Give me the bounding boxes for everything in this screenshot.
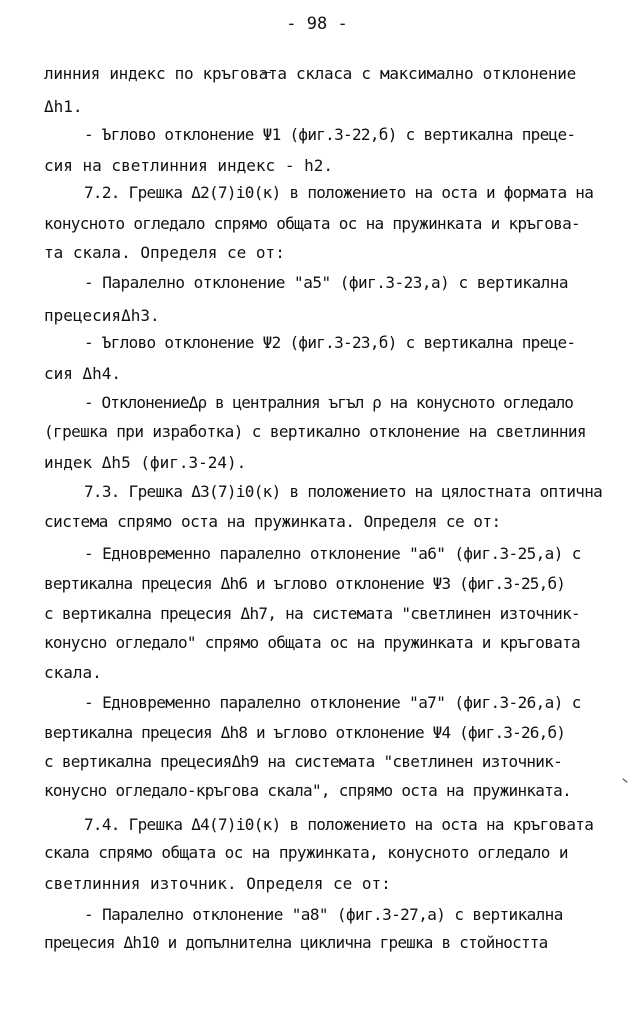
- scan-mark: [622, 778, 627, 783]
- text-line: - Паралелно отклонение "a8" (фиг.3-27,а) с вертикална: [84, 905, 563, 924]
- text-line: конусното огледало спрямо общата ос на пружинката и кръгова-: [44, 214, 580, 233]
- text-line: с вертикална прецесияΔh9 на системата "светлинен източник-: [44, 752, 563, 771]
- text-line: - Ъглово отклонение Ψ2 (фиг.3-23,б) с вертикална прецe-: [84, 333, 576, 352]
- text-line: сия Δh4.: [44, 364, 122, 383]
- text-line: светлинния източник. Определя се от:: [44, 874, 391, 893]
- text-line: прецесияΔh3.: [44, 306, 160, 325]
- text-line: сия на светлинния индекс - h2.: [44, 156, 333, 175]
- text-line: - Паралелно отклонение "a5" (фиг.3-23,а) с вертикална: [84, 273, 569, 292]
- text-line: скала спрямо общата ос на пружинката, конусното огледало и: [44, 843, 568, 862]
- page-number: - 98 -: [286, 14, 348, 34]
- text-line: (грешка при изработка) с вертикално отклонение на светлинния: [44, 422, 586, 441]
- text-line: 7.4. Грешка Δ4(7)i0(к) в положението на оста на кръговата: [84, 815, 594, 834]
- text-line: та скала. Определя се от:: [44, 243, 285, 262]
- text-line: 7.2. Грешка Δ2(7)i0(к) в положението на оста и формата на: [84, 183, 594, 202]
- text-line: - Ъглово отклонение Ψ1 (фиг.3-22,б) с вертикална прецe-: [84, 125, 576, 144]
- text-line: конусно огледало" спрямо общата ос на пружинката и кръговата: [44, 633, 580, 652]
- text-line: Δh1.: [44, 97, 83, 116]
- text-line: индек Δh5 (фиг.3-24).: [44, 453, 247, 472]
- text-line: - Едновременно паралелно отклонение "a6" (фиг.3-25,а) с: [84, 544, 581, 563]
- text-line: скала.: [44, 663, 102, 682]
- text-line: система спрямо оста на пружинката. Определя се от:: [44, 512, 501, 531]
- text-line: конусно огледало-кръгова скала", спрямо оста на пружинката.: [44, 781, 572, 800]
- text-line: - ОтклонениеΔρ в централния ъгъл ρ на конусното огледало: [84, 393, 574, 412]
- text-line: линния индекс по кръговата скласа с максимално отклонение: [44, 64, 576, 83]
- text-line: вертикална прецесия Δh8 и ъглово отклонение Ψ4 (фиг.3-26,б): [44, 723, 566, 742]
- text-line: с вертикална прецесия Δh7, на системата "светлинен източник-: [44, 604, 580, 623]
- text-line: 7.3. Грешка Δ3(7)i0(к) в положението на цялостната оптична: [84, 482, 603, 501]
- text-line: прецесия Δh10 и допълнителна циклична грешка в стойността: [44, 933, 548, 952]
- text-line: - Едновременно паралелно отклонение "a7" (фиг.3-26,а) с: [84, 693, 581, 712]
- text-line: вертикална прецесия Δh6 и ъглово отклонение Ψ3 (фиг.3-25,б): [44, 574, 566, 593]
